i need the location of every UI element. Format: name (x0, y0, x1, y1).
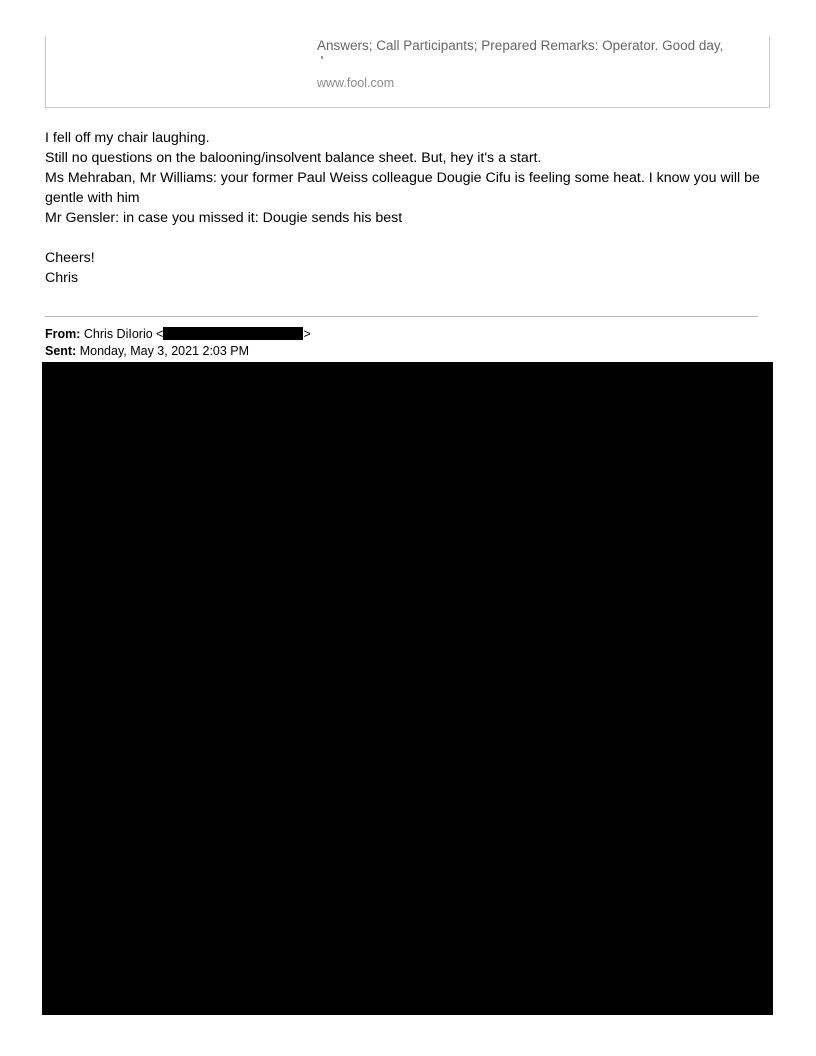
body-line: Ms Mehraban, Mr Williams: your former Paul Weiss colleague Dougie Cifu is feeling some heat. I know you will be gentle with him (45, 170, 760, 206)
body-line: I fell off my chair laughing. (45, 130, 210, 146)
from-name: Chris DiIorio < (83, 327, 164, 341)
link-preview-domain[interactable]: www.fool.com (317, 76, 395, 90)
link-preview-card[interactable] (45, 36, 770, 108)
signoff: Cheers! (45, 250, 95, 266)
body-line: Still no questions on the balooning/insolvent balance sheet. But, hey it's a start. (45, 150, 542, 166)
link-preview-snippet-overflow (317, 56, 329, 59)
email-body (45, 128, 770, 288)
signature: Chris (45, 270, 79, 286)
sent-label: Sent: (45, 344, 77, 358)
redacted-email-address (163, 327, 303, 340)
body-line: Mr Gensler: in case you missed it: Dougie sends his best (45, 210, 403, 226)
from-close: > (303, 327, 311, 341)
sent-value: Monday, May 3, 2021 2:03 PM (79, 344, 250, 358)
sent-line (45, 343, 249, 359)
link-preview-snippet: Answers; Call Participants; Prepared Remarks: Operator. Good day, (317, 38, 724, 53)
from-line (45, 326, 311, 342)
header-divider (45, 316, 758, 317)
paragraph-gap (45, 228, 770, 248)
from-label: From: (45, 327, 81, 341)
redacted-content-block (42, 362, 773, 1015)
